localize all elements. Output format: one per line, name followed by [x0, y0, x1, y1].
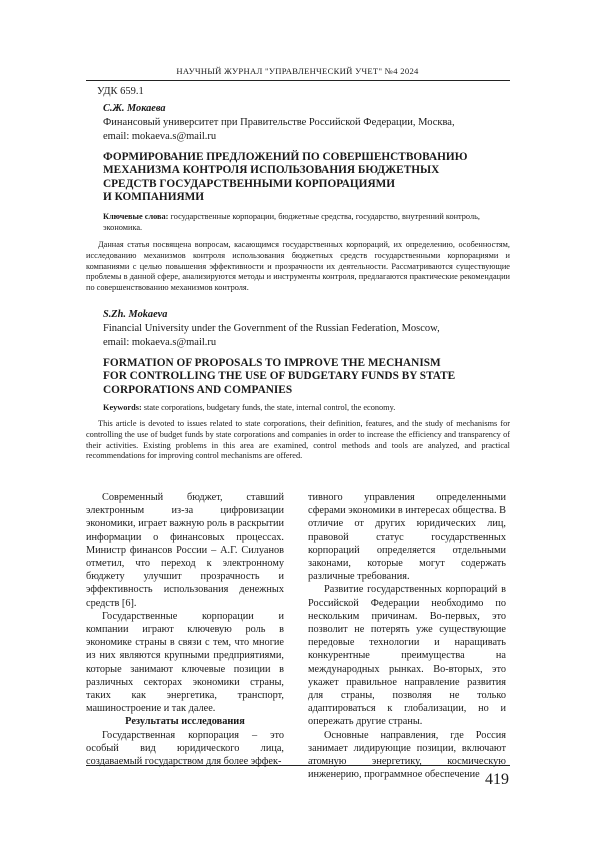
article-title-ru: [103, 151, 503, 204]
keywords-en: [103, 402, 513, 413]
email-en: email: mokaeva.s@mail.ru: [103, 337, 217, 348]
affiliation-ru: [103, 116, 513, 144]
body-column-left: [86, 491, 284, 768]
title-ru-line: ФОРМИРОВАНИЕ ПРЕДЛОЖЕНИЙ ПО СОВЕРШЕНСТВОВАНИЮ: [103, 151, 468, 163]
abstract-ru: Данная статья посвящена вопросам, касающимся государственных корпораций, их определению, особенностям, исследованию механизмов контроля использования бюджетных средств государственными корпорациями и компаниями с целью повышения эффективности и прозрачности их деятельности. Рассматриваются существующие проблемы в данной сфере, анализируются методы и инструменты контроля, предлагаются практические рекомендации по совершенствованию механизмов контроля.: [86, 240, 510, 293]
udk-code: УДК 659.1: [97, 86, 144, 97]
affiliation-en: [103, 322, 513, 350]
keywords-en-label: Keywords:: [103, 403, 142, 412]
section-heading: Результаты исследования: [125, 716, 245, 728]
body-column-right: [308, 491, 506, 781]
abstract-en: This article is devoted to issues related to state corporations, their definition, features, and the study of mechanisms for controlling the use of budget funds by state corporations and companies in order to increase the efficiency and transparency of their activities. Existing problems in this area are examined, control methods and tools are analyzed, and practical recommendations for improving control mechanisms are offered.: [86, 419, 510, 461]
body-paragraph: Развитие государственных корпораций в Российской Федерации необходимо по нескольким причинам. Во-первых, это позволит не потерять уже существующие передовые технологии и наращивать конкурентные преимущества на международных рынках. Во-вторых, это укажет правильное направление развития для страны, позволяя не только адаптироваться к глобализации, но и опережать другие страны.: [308, 584, 506, 728]
body-paragraph: тивного управления определенными сферами экономики в интересах общества. В отличие от других юридических лиц, правовой статус государственных корпораций определяется отдельными законами, которые могут содержать различные требования.: [308, 492, 506, 583]
body-paragraph: Государственная корпорация – это особый вид юридического лица, создаваемый государством для более эффек-: [86, 729, 284, 768]
keywords-en-text: state corporations, budgetary funds, the state, internal control, the economy.: [143, 403, 396, 412]
header-divider: [86, 80, 510, 81]
title-en-line: FOR CONTROLLING THE USE OF BUDGETARY FUNDS BY STATE: [103, 370, 456, 383]
article-title-en: [103, 357, 523, 397]
keywords-ru-text: государственные корпорации, бюджетные средства, государство, внутренний контроль, экономика.: [103, 212, 480, 232]
body-paragraph: Основные направления, где Россия занимает лидирующие позиции, включают атомную энергетику, космическую инженерию, программное обеспечение: [308, 729, 506, 781]
footer-divider: [86, 765, 510, 766]
title-ru-line: СРЕДСТВ ГОСУДАРСТВЕННЫМИ КОРПОРАЦИЯМИ: [103, 177, 396, 190]
author-name-ru: С.Ж. Мокаева: [103, 103, 166, 114]
title-en-line: CORPORATIONS AND COMPANIES: [103, 383, 293, 396]
title-en-line: FORMATION OF PROPOSALS TO IMPROVE THE MECHANISM: [103, 357, 441, 369]
body-paragraph: Государственные корпорации и компании играют ключевую роль в экономике страны в связи с тем, что многие из них являются крупными предприятиями, которые занимают ключевые позиции в различных секторах экономики страны, таких как энергетика, транспорт, машиностроение и так далее.: [86, 610, 284, 715]
keywords-ru-label: Ключевые слова:: [103, 212, 169, 221]
author-name-en: S.Zh. Mokaeva: [103, 309, 168, 320]
title-ru-line: И КОМПАНИЯМИ: [103, 190, 205, 203]
affiliation-ru-text: Финансовый университет при Правительстве Российской Федерации, Москва,: [103, 117, 455, 128]
title-ru-line: МЕХАНИЗМА КОНТРОЛЯ ИСПОЛЬЗОВАНИЯ БЮДЖЕТНЫХ: [103, 164, 440, 177]
email-ru: email: mokaeva.s@mail.ru: [103, 131, 217, 142]
keywords-ru: [103, 211, 513, 233]
page-number: 419: [485, 771, 509, 788]
journal-running-header: НАУЧНЫЙ ЖУРНАЛ "УПРАВЛЕНЧЕСКИЙ УЧЕТ" №4 2024: [176, 66, 419, 76]
body-paragraph: Современный бюджет, ставший электронным из-за цифровизации экономики, играет важную роль в раскрытии информации о финансовых процессах. Министр финансов России – А.Г. Силуанов отметил, что переход к электронному бюджету улучшит прозрачность и эффективность использования денежных средств [6].: [86, 492, 284, 609]
affiliation-en-text: Financial University under the Government of the Russian Federation, Moscow,: [103, 323, 440, 334]
